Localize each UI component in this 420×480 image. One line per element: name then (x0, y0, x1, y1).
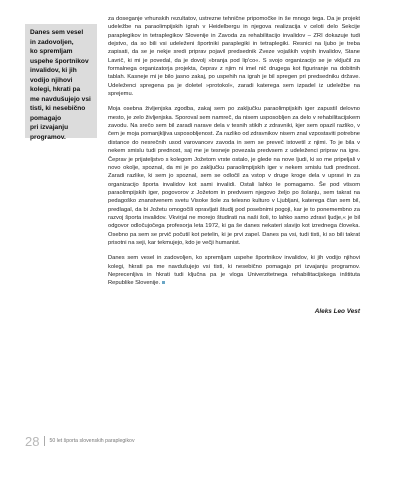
article-paragraph-2: Moja osebna življenjska zgodba, zakaj sem po zaključku paraolimpijskih iger zapustil delovno mesto, je zelo življenjska. Sporoval sem namreč, da nisem usposobljen za delo v rehabilitacijskem zavodu. Na srečo sem bil zaradi narave dela v tesnih stikih z zdravniki, kjer sem opazil razliko, v čem je moja pomanjkljiva usposobljenost. Za razliko od zdravnikov nisem znal vzpostaviti potrebne distance do nesrečnih usod varovancev zavoda in sem se preveč istovetil z njimi. To je bila v nekem smislu tudi prednost, saj me je tesneje povezala predvsem z udeleženci priprav na igre. Čeprav je prijateljstvo s kolegom Jožetom vrste ostalo, je glede na nove ljudi, ki so me pripeljali v novo okolje, spoznal, da mi je po zaključku paraolimpijskih iger v nekem smislu tudi prednost. Zaradi razlike, ki sem jo spoznal, sem se odločil za vstop v druge kroge dela v upravi in za organizacijo športa invalidov kot sami invalidi. Ostali lahko le pomagamo. Še pod vtisom paraolimpijskih iger, pogovorov z Jožetom in predvsem njegovo željo po šolanju, sem takrat na pedagoško znanstvenem svetu Visoke šole za telesno kulturo v Ljubljani, katerega član sem bil, predlagal, da bi Jožetu omogočili opravljati študij pod posebnimi pogoji, kar je to ponemembno za razvoj športa invalidov. Vkvirjal ne morejo študirati na naši šoli, to lahko samo zdravi ljudje,« je bil odgovor odločujočega profesorja leta 1972, ki ga še danes nekateri slavijo kot izrednega človeka. Osebno pa sem se prvič počutil kot petelin, ki je prvi zapel. Danes pa vsi, tudi tisti, ki so bili takrat prisotni na seji, kar tekmujejo, kdo je večji humanist. (108, 106, 360, 246)
pull-quote-line: tisti, ki nesebično (30, 105, 86, 112)
author-signature: Aleks Leo Vest (314, 308, 360, 315)
footer-divider (44, 436, 45, 446)
pull-quote-line: programov. (30, 133, 66, 141)
pull-quote-line: pri izvajanju (30, 124, 69, 131)
pull-quote-line: me navdušujejo vsi (30, 95, 91, 103)
pull-quote-line: uspehe športnikov (30, 57, 89, 65)
end-of-article-mark (162, 281, 165, 284)
pull-quote-line: in zadovoljen, (30, 38, 74, 46)
article-body (108, 15, 360, 295)
pull-quote-line: ko spremljam (30, 48, 73, 55)
page-footer (25, 434, 135, 448)
pull-quote-line: invalidov, ki jih (30, 67, 77, 74)
pull-quote-box (25, 24, 97, 141)
publication-title: 50 let športa slovenskih paraplegikov (49, 438, 135, 444)
article-paragraph-1: za doseganje vrhunskih rezultatov, ustrezne tehnične pripomočke in še mnogo tega. Da je projekt udeležbe na paraolimpijskih igrah v Heidelbergu in njegova realizacija v celoti delo Sekcije paraplegikov in tetraplegikov Slovenije in Zavoda za rehabilitacijo invalidov – ZRI dokazuje tudi dejstvo, da so bili vsi udeleženi športniki paraplegiki in tetraplegiki. Resnici na ljubo je treba zapisati, da se je nekje sredi priprav pojavil predsednik Zveze vojaških vojnih invalidov, Stane Lavrič, ki mi je povedal, da je dovolj »branja pod lip'co«. S svojo organizacijo se je vključil za formalnega organizatorja projekta, čeprav z njim ni imel nič drugega kot figuriranje na dobitnih tablah. Kasneje mi je bilo jasno zakaj, po uspehih na igrah je bil spregen pri predsedniku države. Udeleženci spregena pa je doletel »protokol«, zaradi katerega sem izpadel iz udeležbe na sprejemu. (108, 16, 360, 98)
page-number: 28 (25, 433, 40, 449)
pull-quote-line: Danes sem vesel (30, 29, 84, 36)
article-paragraph-3 (108, 254, 360, 287)
pull-quote-line: vodijo njihovi (30, 76, 73, 84)
pull-quote-line: kolegi, hkrati pa (30, 86, 81, 93)
article-paragraph-3-text: Danes sem vesel in zadovoljen, ko spremljam uspehe športnikov invalidov, ki jih vodijo njihovi kolegi, hkrati pa me navdušujejo vsi tisti, ki nesebično pomagajo pri izvajanju programov. Neprecenljiva in hkrati tudi ključna pa je vloga Univerzitetnega rehabilitacijskega inštituta Republike Slovenije. (108, 255, 360, 287)
pull-quote-line: pomagajo (30, 114, 62, 122)
